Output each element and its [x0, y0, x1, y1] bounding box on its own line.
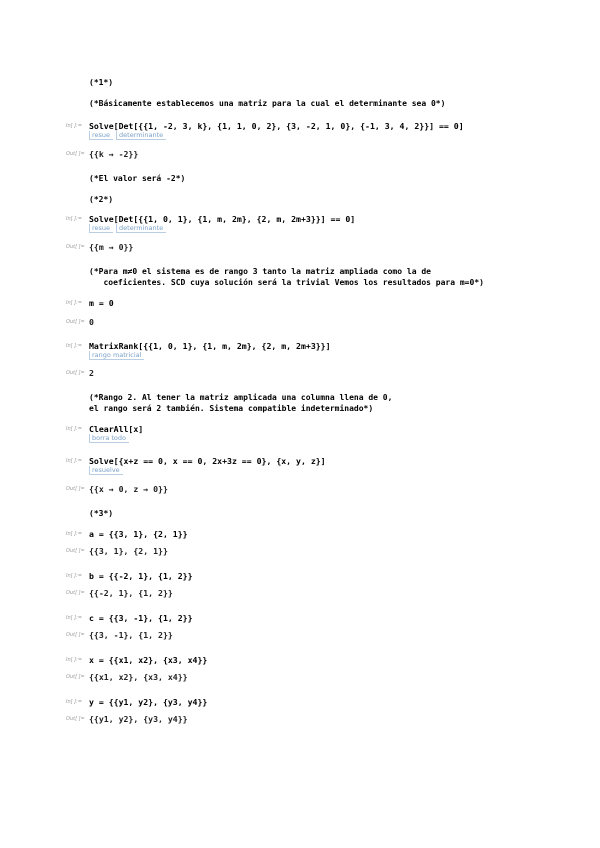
- input-label: In[ ]:=: [66, 699, 83, 705]
- input-code[interactable]: Solve[Det[{{1, -2, 3, k}, {1, 1, 0, 2}, {3, -2, 1, 0}, {-1, 3, 4, 2}}] == 0]: [89, 121, 464, 131]
- output-label: Out[ ]=: [66, 632, 85, 638]
- comment-text: (*Rango 2. Al tener la matriz amplicada una columna llena de 0,: [89, 393, 393, 402]
- input-label: In[ ]:=: [66, 657, 83, 663]
- input-code[interactable]: y = {{y1, y2}, {y3, y4}}: [89, 697, 208, 707]
- input-label: In[ ]:=: [66, 216, 83, 222]
- output-value: 2: [89, 368, 94, 378]
- comment-text-line2: coeficientes. SCD cuya solución será la trivial Vemos los resultados para m=0*): [89, 278, 484, 287]
- input-label: In[ ]:=: [66, 426, 83, 432]
- comment-text-line2: el rango será 2 también. Sistema compatible indeterminado*): [89, 404, 374, 413]
- comment-text: (*2*): [89, 195, 114, 204]
- output-value: {{3, -1}, {1, 2}}: [89, 630, 173, 640]
- input-code[interactable]: b = {{-2, 1}, {1, 2}}: [89, 571, 193, 581]
- usage-hint: [89, 351, 147, 359]
- input-code[interactable]: a = {{3, 1}, {2, 1}}: [89, 529, 188, 539]
- output-label: Out[ ]=: [66, 590, 85, 596]
- output-value: 0: [89, 317, 94, 327]
- input-code[interactable]: Solve[{x+z == 0, x == 0, 2x+3z == 0}, {x, y, z}]: [89, 456, 326, 466]
- input-code[interactable]: MatrixRank[{{1, 0, 1}, {1, m, 2m}, {2, m, 2m+3}}]: [89, 341, 331, 351]
- input-label: In[ ]:=: [66, 573, 83, 579]
- usage-hint-rank: rango matricial: [89, 351, 144, 360]
- output-value: {{x → 0, z → 0}}: [89, 484, 168, 494]
- input-label: In[ ]:=: [66, 123, 83, 129]
- comment-text: (*El valor será -2*): [89, 174, 186, 183]
- input-code[interactable]: x = {{x1, x2}, {x3, x4}}: [89, 655, 208, 665]
- output-value: {{3, 1}, {2, 1}}: [89, 546, 168, 556]
- output-value: {{-2, 1}, {1, 2}}: [89, 588, 173, 598]
- output-label: Out[ ]=: [66, 716, 85, 722]
- usage-hint-solve: resue: [89, 131, 113, 140]
- output-label: Out[ ]=: [66, 548, 85, 554]
- comment-text: (*3*): [89, 509, 114, 518]
- comment-text: (*1*): [89, 78, 114, 87]
- comment-text: (*Para m≠0 el sistema es de rango 3 tanto la matriz ampliada como la de: [89, 267, 431, 276]
- usage-hint: [89, 224, 169, 232]
- output-label: Out[ ]=: [66, 151, 85, 157]
- input-label: In[ ]:=: [66, 531, 83, 537]
- input-label: In[ ]:=: [66, 615, 83, 621]
- comment-text: (*Básicamente establecemos una matriz para la cual el determinante sea 0*): [89, 99, 446, 108]
- output-value: {{k → -2}}: [89, 149, 139, 159]
- output-label: Out[ ]=: [66, 370, 85, 376]
- output-value: {{y1, y2}, {y3, y4}}: [89, 714, 188, 724]
- output-label: Out[ ]=: [66, 486, 85, 492]
- input-label: In[ ]:=: [66, 300, 83, 306]
- output-label: Out[ ]=: [66, 674, 85, 680]
- input-code[interactable]: m = 0: [89, 298, 114, 308]
- usage-hint-clear: borra todo: [89, 434, 129, 443]
- output-value: {{x1, x2}, {x3, x4}}: [89, 672, 188, 682]
- input-label: In[ ]:=: [66, 343, 83, 349]
- usage-hint: [89, 466, 126, 474]
- usage-hint: [89, 131, 169, 139]
- input-code[interactable]: c = {{3, -1}, {1, 2}}: [89, 613, 193, 623]
- usage-hint: [89, 434, 132, 442]
- input-label: In[ ]:=: [66, 458, 83, 464]
- input-code[interactable]: ClearAll[x]: [89, 424, 144, 434]
- input-code[interactable]: Solve[Det[{{1, 0, 1}, {1, m, 2m}, {2, m, 2m+3}}] == 0]: [89, 214, 356, 224]
- output-value: {{m → 0}}: [89, 242, 134, 252]
- output-label: Out[ ]=: [66, 244, 85, 250]
- output-label: Out[ ]=: [66, 319, 85, 325]
- usage-hint-det: determinante: [116, 224, 166, 233]
- usage-hint-solve: resue: [89, 224, 113, 233]
- usage-hint-solve: resuelve: [89, 466, 123, 475]
- usage-hint-det: determinante: [116, 131, 166, 140]
